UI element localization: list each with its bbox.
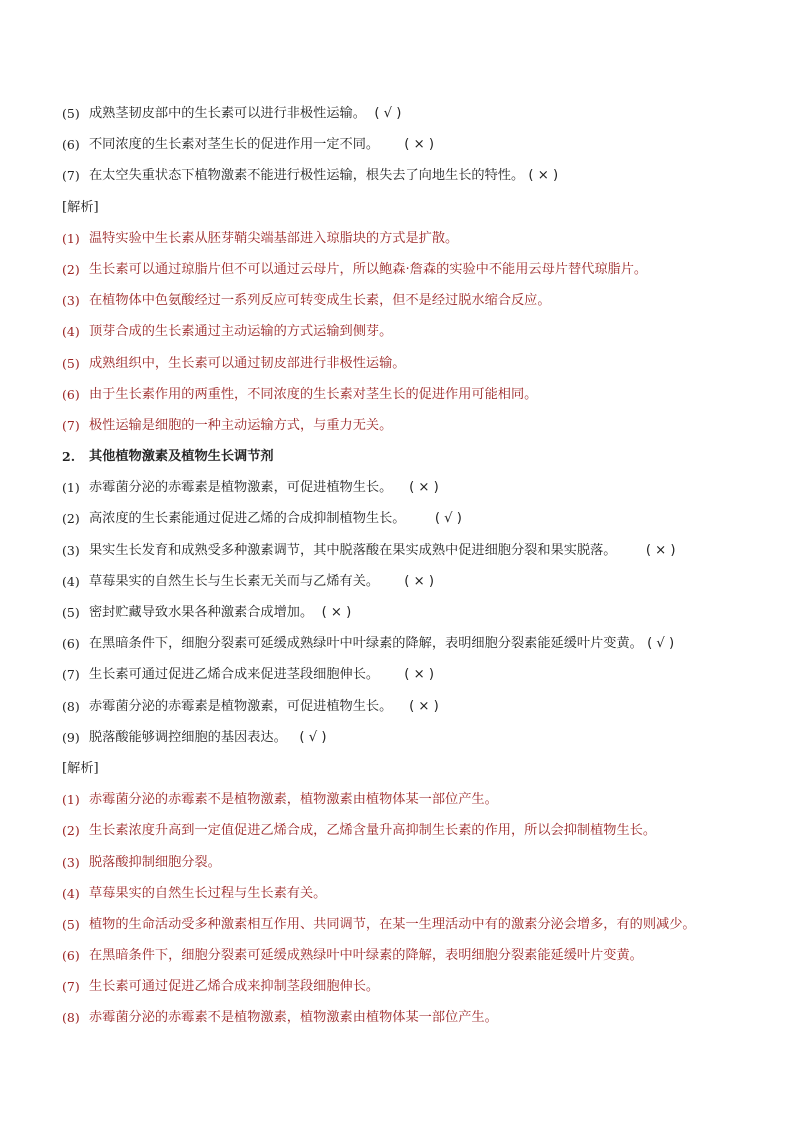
item-number: (3) (62, 542, 80, 558)
analysis-item (62, 316, 742, 347)
analysis-text: 脱落酸抑制细胞分裂。 (89, 854, 221, 870)
item-number: (6) (62, 636, 80, 652)
analysis-text: 赤霉菌分泌的赤霉素不是植物激素，植物激素由植物体某一部位产生。 (89, 792, 498, 808)
judgment-item (62, 160, 742, 191)
item-number: (5) (62, 355, 80, 371)
answer-mark: ( √ ) (299, 729, 327, 745)
analysis-item (62, 1002, 742, 1033)
analysis-text: 生长素可以通过琼脂片但不可以通过云母片，所以鲍森·詹森的实验中不能用云母片替代琼脂片。 (89, 261, 648, 277)
analysis-item (62, 784, 742, 815)
analysis-text: 生长素浓度升高到一定值促进乙烯合成，乙烯含量升高抑制生长素的作用，所以会抑制植物生长。 (89, 823, 657, 839)
item-number: (5) (62, 916, 80, 932)
analysis1-list (62, 223, 742, 441)
section-number: 2. (62, 449, 76, 465)
item-number: (2) (62, 511, 80, 527)
item-gap (406, 503, 435, 534)
analysis-item (62, 285, 742, 316)
item-gap (313, 597, 321, 628)
section-heading (62, 441, 742, 472)
item-gap (379, 659, 404, 690)
item-number: (4) (62, 573, 80, 589)
answer-mark: ( √ ) (374, 106, 402, 121)
answer-mark: ( × ) (528, 168, 559, 184)
item-number: (7) (62, 979, 80, 995)
item-gap (366, 98, 374, 129)
analysis-text: 生长素可通过促进乙烯合成来抑制茎段细胞伸长。 (89, 979, 380, 995)
item-number: (1) (62, 230, 80, 246)
judgment-item (62, 722, 742, 753)
item-gap (379, 129, 404, 160)
document-content (62, 98, 742, 1034)
answer-mark: ( × ) (404, 573, 435, 589)
answer-mark: ( √ ) (647, 636, 675, 652)
item-text: 不同浓度的生长素对茎生长的促进作用一定不同。 (89, 137, 380, 153)
analysis-item (62, 379, 742, 410)
analysis-text: 由于生长素作用的两重性，不同浓度的生长素对茎生长的促进作用可能相同。 (89, 386, 538, 402)
item-number: (7) (62, 417, 80, 433)
item-number: (7) (62, 168, 80, 184)
analysis-item (62, 815, 742, 846)
item-gap (379, 566, 404, 597)
judgment-item (62, 628, 742, 659)
analysis-text: 赤霉菌分泌的赤霉素不是植物激素，植物激素由植物体某一部位产生。 (89, 1010, 498, 1026)
item-number: (9) (62, 729, 80, 745)
analysis-item (62, 878, 742, 909)
item-number: (5) (62, 605, 80, 620)
analysis-item (62, 410, 742, 441)
item-text: 成熟茎韧皮部中的生长素可以进行非极性运输。 (89, 106, 366, 121)
item-number: (6) (62, 137, 80, 153)
item-gap (392, 472, 409, 503)
item-gap (392, 691, 409, 722)
answer-mark: ( × ) (409, 698, 439, 714)
analysis-item (62, 847, 742, 878)
analysis-text: 植物的生命活动受多种激素相互作用、共同调节，在某一生理活动中有的激素分泌会增多，有的则减少。 (89, 916, 696, 932)
item-text: 在太空失重状态下植物激素不能进行极性运输，根失去了向地生长的特性。 (89, 168, 525, 184)
analysis-item (62, 348, 742, 379)
item-text: 脱落酸能够调控细胞的基因表达。 (89, 729, 287, 745)
analysis-item (62, 223, 742, 254)
analysis-item (62, 971, 742, 1002)
answer-mark: ( × ) (645, 542, 676, 558)
judgment-item (62, 597, 742, 628)
answer-mark: ( × ) (404, 137, 435, 153)
analysis-item (62, 940, 742, 971)
item-number: (4) (62, 324, 80, 340)
analysis-text: 草莓果实的自然生长过程与生长素有关。 (89, 885, 327, 901)
judgment-item (62, 503, 742, 534)
item-number: (1) (62, 792, 80, 808)
item-number: (2) (62, 823, 80, 839)
judgment-item (62, 535, 742, 566)
analysis-item (62, 909, 742, 940)
analysis-label: [解析] (62, 199, 99, 215)
item-gap (287, 722, 300, 753)
item-number: (8) (62, 1010, 80, 1026)
analysis-text: 顶芽合成的生长素通过主动运输的方式运输到侧芽。 (89, 324, 393, 340)
analysis-text: 极性运输是细胞的一种主动运输方式，与重力无关。 (89, 417, 393, 433)
item-text: 在黑暗条件下，细胞分裂素可延缓成熟绿叶中叶绿素的降解，表明细胞分裂素能延缓叶片变黄。 (89, 636, 643, 652)
judgment-item (62, 691, 742, 722)
item-text: 生长素可通过促进乙烯合成来促进茎段细胞伸长。 (89, 667, 380, 683)
item-text: 赤霉菌分泌的赤霉素是植物激素，可促进植物生长。 (89, 698, 393, 714)
item-number: (2) (62, 261, 80, 277)
answer-mark: ( × ) (409, 480, 439, 496)
item-number: (1) (62, 480, 80, 496)
item-text: 赤霉菌分泌的赤霉素是植物激素，可促进植物生长。 (89, 480, 393, 496)
section1-items (62, 98, 742, 192)
analysis-text: 温特实验中生长素从胚芽鞘尖端基部进入琼脂块的方式是扩散。 (89, 230, 459, 246)
item-number: (6) (62, 948, 80, 964)
item-text: 密封贮藏导致水果各种激素合成增加。 (89, 605, 314, 620)
answer-mark: ( √ ) (434, 511, 462, 527)
judgment-item (62, 98, 742, 129)
section-title: 其他植物激素及植物生长调节剂 (89, 449, 274, 465)
analysis-text: 在黑暗条件下，细胞分裂素可延缓成熟绿叶中叶绿素的降解，表明细胞分裂素能延缓叶片变黄。 (89, 948, 643, 964)
item-gap (617, 535, 646, 566)
judgment-item (62, 472, 742, 503)
item-number: (5) (62, 106, 80, 121)
item-text: 草莓果实的自然生长与生长素无关而与乙烯有关。 (89, 573, 380, 589)
item-number: (7) (62, 667, 80, 683)
judgment-item (62, 659, 742, 690)
analysis-item (62, 254, 742, 285)
analysis-text: 成熟组织中，生长素可以通过韧皮部进行非极性运输。 (89, 355, 406, 371)
section2-items (62, 472, 742, 753)
item-text: 高浓度的生长素能通过促进乙烯的合成抑制植物生长。 (89, 511, 406, 527)
judgment-item (62, 129, 742, 160)
item-number: (8) (62, 698, 80, 714)
item-number: (6) (62, 386, 80, 402)
answer-mark: ( × ) (404, 667, 435, 683)
item-number: (3) (62, 293, 80, 309)
answer-mark: ( × ) (321, 605, 352, 620)
analysis-label: [解析] (62, 760, 99, 776)
analysis-text: 在植物体中色氨酸经过一系列反应可转变成生长素，但不是经过脱水缩合反应。 (89, 293, 551, 309)
analysis2-list (62, 784, 742, 1034)
item-number: (3) (62, 854, 80, 870)
item-text: 果实生长发育和成熟受多种激素调节，其中脱落酸在果实成熟中促进细胞分裂和果实脱落。 (89, 542, 617, 558)
item-number: (4) (62, 885, 80, 901)
judgment-item (62, 566, 742, 597)
